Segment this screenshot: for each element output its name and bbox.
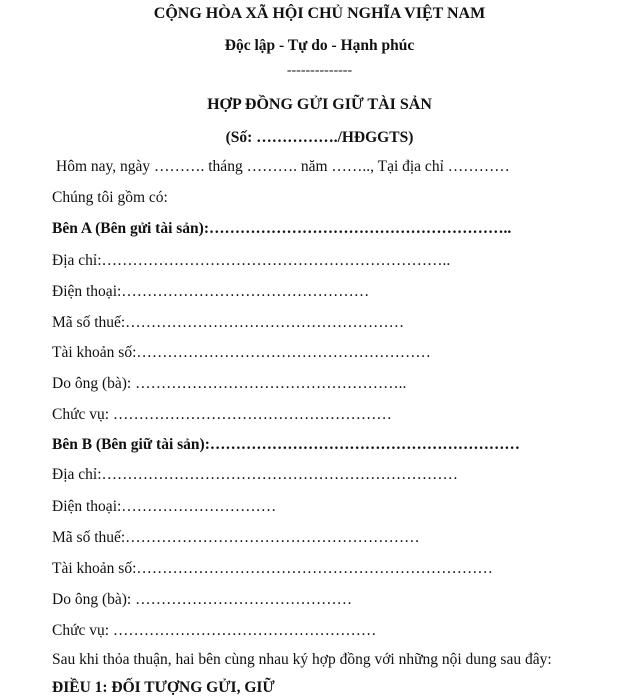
header-divider: -------------- — [286, 63, 353, 78]
party-a-phone: Điện thoại:………………………………………… — [52, 283, 370, 300]
party-b-account: Tài khoản số:…………………………………………………………… — [52, 560, 493, 577]
party-b-representative: Do ông (bà): …………………………………… — [52, 591, 353, 608]
party-b-position: Chức vụ: …………………………………………… — [52, 622, 377, 639]
date-location-line: Hôm nay, ngày ………. tháng ………. năm …….., Tại địa chỉ ………… — [56, 158, 510, 175]
party-a-representative: Do ông (bà): …………………………………………….. — [52, 375, 407, 392]
party-b-phone: Điện thoại:………………………… — [52, 498, 277, 515]
party-a-account: Tài khoản số:………………………………………………… — [52, 344, 431, 361]
party-b-heading: Bên B (Bên giữ tài sản):…………………………………………………… — [52, 436, 520, 453]
contract-number: (Số: ……………./HĐGGTS) — [225, 129, 414, 146]
parties-intro: Chúng tôi gồm có: — [52, 189, 168, 206]
party-b-address: Địa chỉ:…………………………………………………………… — [52, 466, 458, 483]
party-b-tax-code: Mã số thuế:………………………………………………… — [52, 529, 420, 546]
party-a-position: Chức vụ: ……………………………………………… — [52, 406, 392, 423]
agreement-statement: Sau khi thỏa thuận, hai bên cùng nhau ký hợp đồng với những nội dung sau đây: — [52, 651, 552, 668]
party-a-heading: Bên A (Bên gửi tài sản):………………………………………………….. — [52, 220, 512, 237]
party-a-address: Địa chỉ:………………………………………………………….. — [52, 252, 451, 269]
party-a-tax-code: Mã số thuế:……………………………………………… — [52, 314, 405, 331]
article-1-heading: ĐIỀU 1: ĐỐI TƯỢNG GỬI, GIỮ — [52, 679, 275, 696]
national-title: CỘNG HÒA XÃ HỘI CHỦ NGHĨA VIỆT NAM — [153, 5, 486, 22]
national-motto: Độc lập - Tự do - Hạnh phúc — [224, 37, 415, 54]
contract-title: HỢP ĐỒNG GỬI GIỮ TÀI SẢN — [207, 96, 432, 113]
